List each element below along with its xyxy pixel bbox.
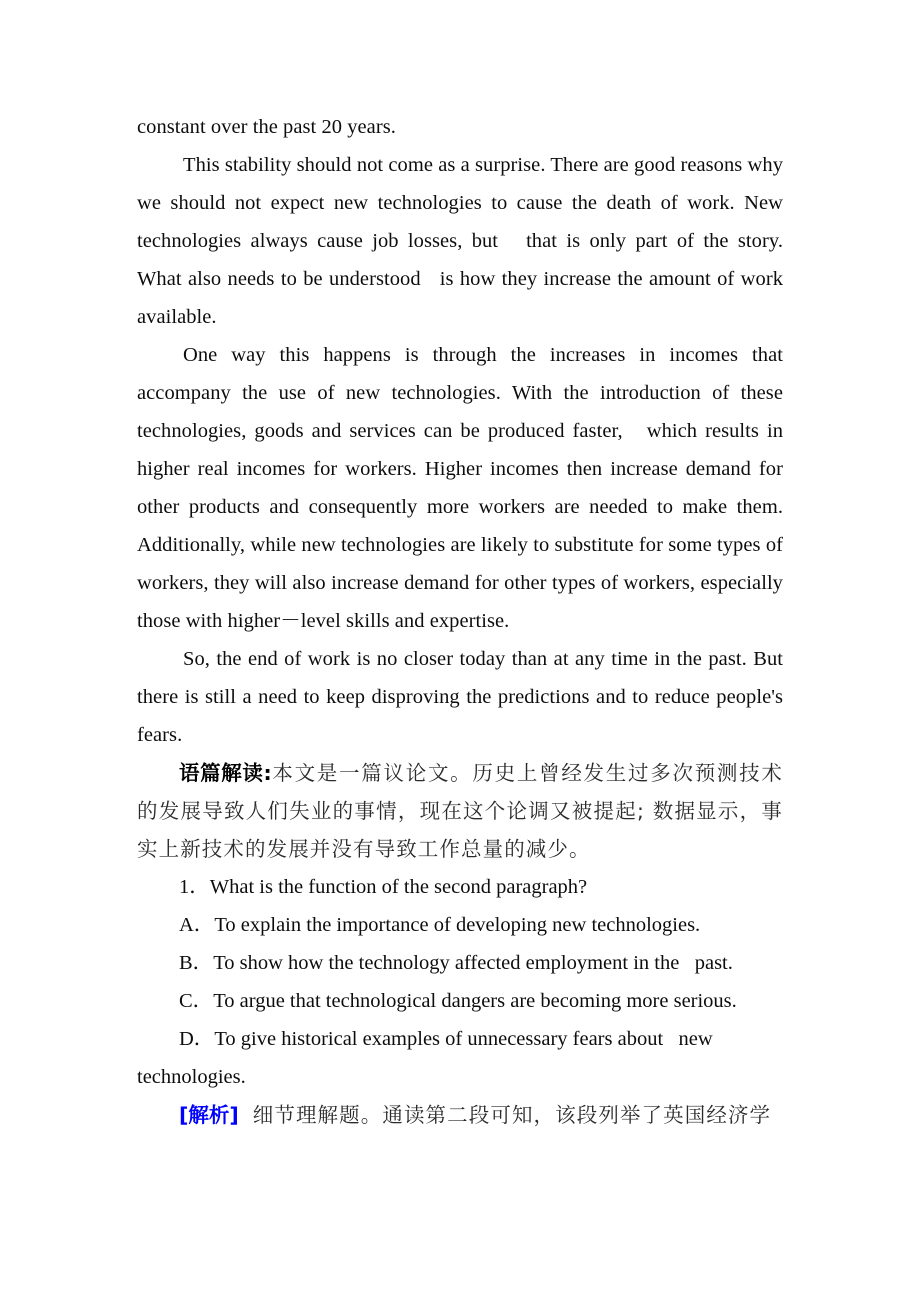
question-1-option-d[interactable] (137, 1020, 783, 1058)
body-paragraph-2: One way this happens is through the increases in incomes that accompany the use of new technologies. With the introduction of these technologies, goods and services can be produced faster, which results in higher real incomes for workers. Higher incomes then increase demand for other products and consequently more workers are needed to make them. Additionally, while new technologies are likely to substitute for some types of workers, they will also increase demand for other types of workers, especially those with higher－level skills and expertise. (137, 344, 789, 632)
option-d-marker: D． (179, 1028, 215, 1050)
explanation-tag: [解析] (179, 1103, 239, 1127)
explanation-text: 细节理解题。通读第二段可知，该段列举了英国经济学 (252, 1103, 772, 1127)
page-content-column (137, 108, 799, 1134)
question-1-stem: What is the function of the second paragraph? (209, 876, 588, 898)
passage-analysis-paragraph (137, 754, 783, 868)
option-a-text: To explain the importance of developing new technologies. (214, 914, 701, 936)
body-paragraph-3: So, the end of work is no closer today than at any time in the past. But there is still a need to keep disproving the predictions and to reduce people's fears. (137, 648, 789, 746)
question-1-option-d-continuation: technologies. (137, 1066, 246, 1088)
explanation-row (137, 1096, 783, 1134)
option-d-text: To give historical examples of unnecessary fears about new (214, 1028, 713, 1050)
passage-analysis-label: 语篇解读: (179, 761, 272, 785)
question-1-marker: 1． (179, 876, 210, 898)
option-a-marker: A． (179, 914, 215, 936)
question-1-option-a[interactable] (137, 906, 783, 944)
question-1-stem-row (137, 868, 783, 906)
option-b-text: To show how the technology affected employment in the past. (213, 952, 733, 974)
body-paragraph-1: This stability should not come as a surprise. There are good reasons why we should not expect new technologies to cause the death of work. New technologies always cause job losses, but that is only part of the story. What also needs to be understood is how they increase the amount of work available. (137, 154, 799, 328)
option-c-text: To argue that technological dangers are becoming more serious. (213, 990, 737, 1012)
question-1-option-b[interactable] (137, 944, 783, 982)
option-b-marker: B． (179, 952, 214, 974)
option-c-marker: C． (179, 990, 214, 1012)
paragraph-continuation-line: constant over the past 20 years. (137, 116, 396, 138)
passage-analysis-text: 本文是一篇议论文。历史上曾经发生过多次预测技术的发展导致人们失业的事情，现在这个论调又被提起; 数据显示，事实上新技术的发展并没有导致工作总量的减少。 (137, 761, 783, 861)
question-1-option-c[interactable] (137, 982, 783, 1020)
